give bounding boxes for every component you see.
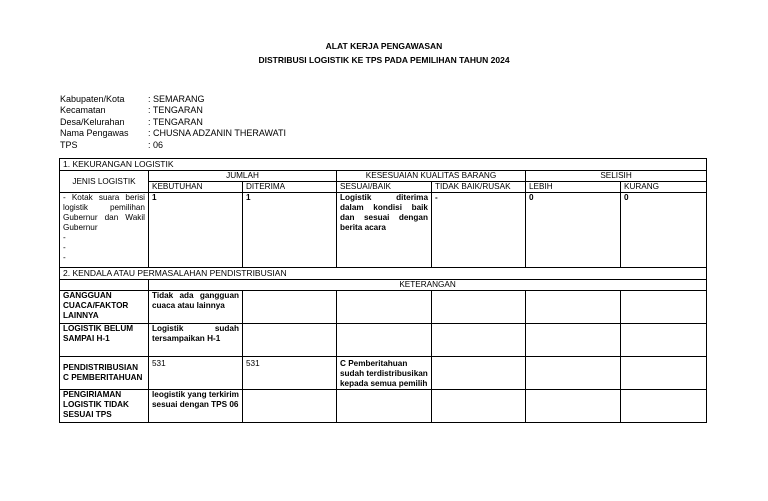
meta-block <box>60 94 286 151</box>
meta-row-pengawas <box>60 128 286 139</box>
kendala-cell <box>337 291 432 324</box>
meta-value: : TENGARAN <box>148 116 203 127</box>
meta-row-tps <box>60 140 286 151</box>
kendala-cell <box>432 291 526 324</box>
meta-value: : 06 <box>148 139 164 150</box>
meta-value: : CHUSNA ADZANIN THERAWATI <box>148 128 287 139</box>
meta-label: Kecamatan <box>60 105 106 116</box>
kendala-label: GANGGUAN CUACA/FAKTOR LAINNYA <box>60 291 149 324</box>
header-selisih: SELISIH <box>526 171 707 182</box>
kendala-cell <box>621 324 707 357</box>
meta-label: TPS <box>60 139 78 150</box>
table-row <box>60 324 707 357</box>
kendala-cell: C Pemberitahuan sudah terdistribusikan kepada semua pemilih <box>337 357 432 390</box>
cell-tidak-baik: - <box>432 193 526 268</box>
kendala-cell <box>526 390 621 423</box>
kendala-cell <box>337 390 432 423</box>
header-tidak-baik: TIDAK BAIK/RUSAK <box>432 182 526 193</box>
kendala-cell <box>526 291 621 324</box>
blank-cell <box>60 280 149 291</box>
logistik-table <box>59 158 707 423</box>
meta-value: : TENGARAN <box>148 105 203 116</box>
kendala-keterangan: Tidak ada gangguan cuaca atau lainnya <box>149 291 243 324</box>
kendala-label: LOGISTIK BELUM SAMPAI H-1 <box>60 324 149 357</box>
kendala-cell <box>621 291 707 324</box>
section2-title: 2. KENDALA ATAU PERMASALAHAN PENDISTRIBUSIAN <box>60 268 707 280</box>
kendala-keterangan: leogistik yang terkirim sesuai dengan TPS 06 <box>149 390 243 423</box>
table-row <box>60 193 707 268</box>
cell-sesuai: Logistik diterima dalam kondisi baik dan sesuai dengan berita acara <box>337 193 432 268</box>
table-row <box>60 291 707 324</box>
kendala-cell <box>526 324 621 357</box>
kendala-keterangan: Logistik sudah tersampaikan H-1 <box>149 324 243 357</box>
kendala-cell <box>243 291 337 324</box>
header-row-2 <box>60 182 707 193</box>
header-jenis-logistik: JENIS LOGISTIK <box>60 171 149 193</box>
kendala-cell <box>526 357 621 390</box>
kendala-cell <box>432 390 526 423</box>
doc-title-line2: DISTRIBUSI LOGISTIK KE TPS PADA PEMILIHAN TAHUN 2024 <box>258 55 510 65</box>
kendala-label: PENDISTRIBUSIAN C PEMBERITAHUAN <box>60 357 149 390</box>
bullet: - <box>63 253 66 262</box>
meta-row-kecamatan <box>60 105 286 116</box>
cell-lebih: 0 <box>526 193 621 268</box>
meta-label: Kabupaten/Kota <box>60 94 125 104</box>
section1-title-row <box>60 159 707 171</box>
section2-title-row <box>60 268 707 280</box>
cell-kebutuhan: 1 <box>149 193 243 268</box>
header-kurang: KURANG <box>621 182 707 193</box>
header-row-1 <box>60 171 707 182</box>
bullet: - <box>63 233 66 242</box>
kendala-cell <box>243 390 337 423</box>
kendala-cell <box>432 324 526 357</box>
kendala-keterangan: 531 <box>149 357 243 390</box>
meta-value: : SEMARANG <box>148 94 205 104</box>
doc-title-line1: ALAT KERJA PENGAWASAN <box>325 41 443 51</box>
keterangan-header-row <box>60 280 707 291</box>
kendala-cell <box>432 357 526 390</box>
meta-row-kabupaten <box>60 94 286 105</box>
kendala-cell <box>621 357 707 390</box>
kendala-cell <box>337 324 432 357</box>
header-jumlah: JUMLAH <box>149 171 337 182</box>
meta-row-desa <box>60 117 286 128</box>
table-row <box>60 390 707 423</box>
cell-diterima: 1 <box>243 193 337 268</box>
jenis-text: - Kotak suara berisi logistik pemilihan Gubernur dan Wakil Gubernur <box>63 193 145 232</box>
kendala-cell <box>621 390 707 423</box>
cell-jenis <box>60 193 149 268</box>
bullet: - <box>63 243 66 252</box>
cell-kurang: 0 <box>621 193 707 268</box>
header-kebutuhan: KEBUTUHAN <box>149 182 243 193</box>
section1-title: 1. KEKURANGAN LOGISTIK <box>60 159 707 171</box>
meta-label: Desa/Kelurahan <box>60 116 125 127</box>
table-row <box>60 357 707 390</box>
meta-label: Nama Pengawas <box>60 128 129 139</box>
header-kesesuaian: KESESUAIAN KUALITAS BARANG <box>337 171 526 182</box>
kendala-cell <box>243 324 337 357</box>
header-keterangan: KETERANGAN <box>149 280 707 291</box>
header-lebih: LEBIH <box>526 182 621 193</box>
header-sesuai: SESUAI/BAIK <box>337 182 432 193</box>
header-diterima: DITERIMA <box>243 182 337 193</box>
kendala-label: PENGIRIAMAN LOGISTIK TIDAK SESUAI TPS <box>60 390 149 423</box>
kendala-cell: 531 <box>243 357 337 390</box>
